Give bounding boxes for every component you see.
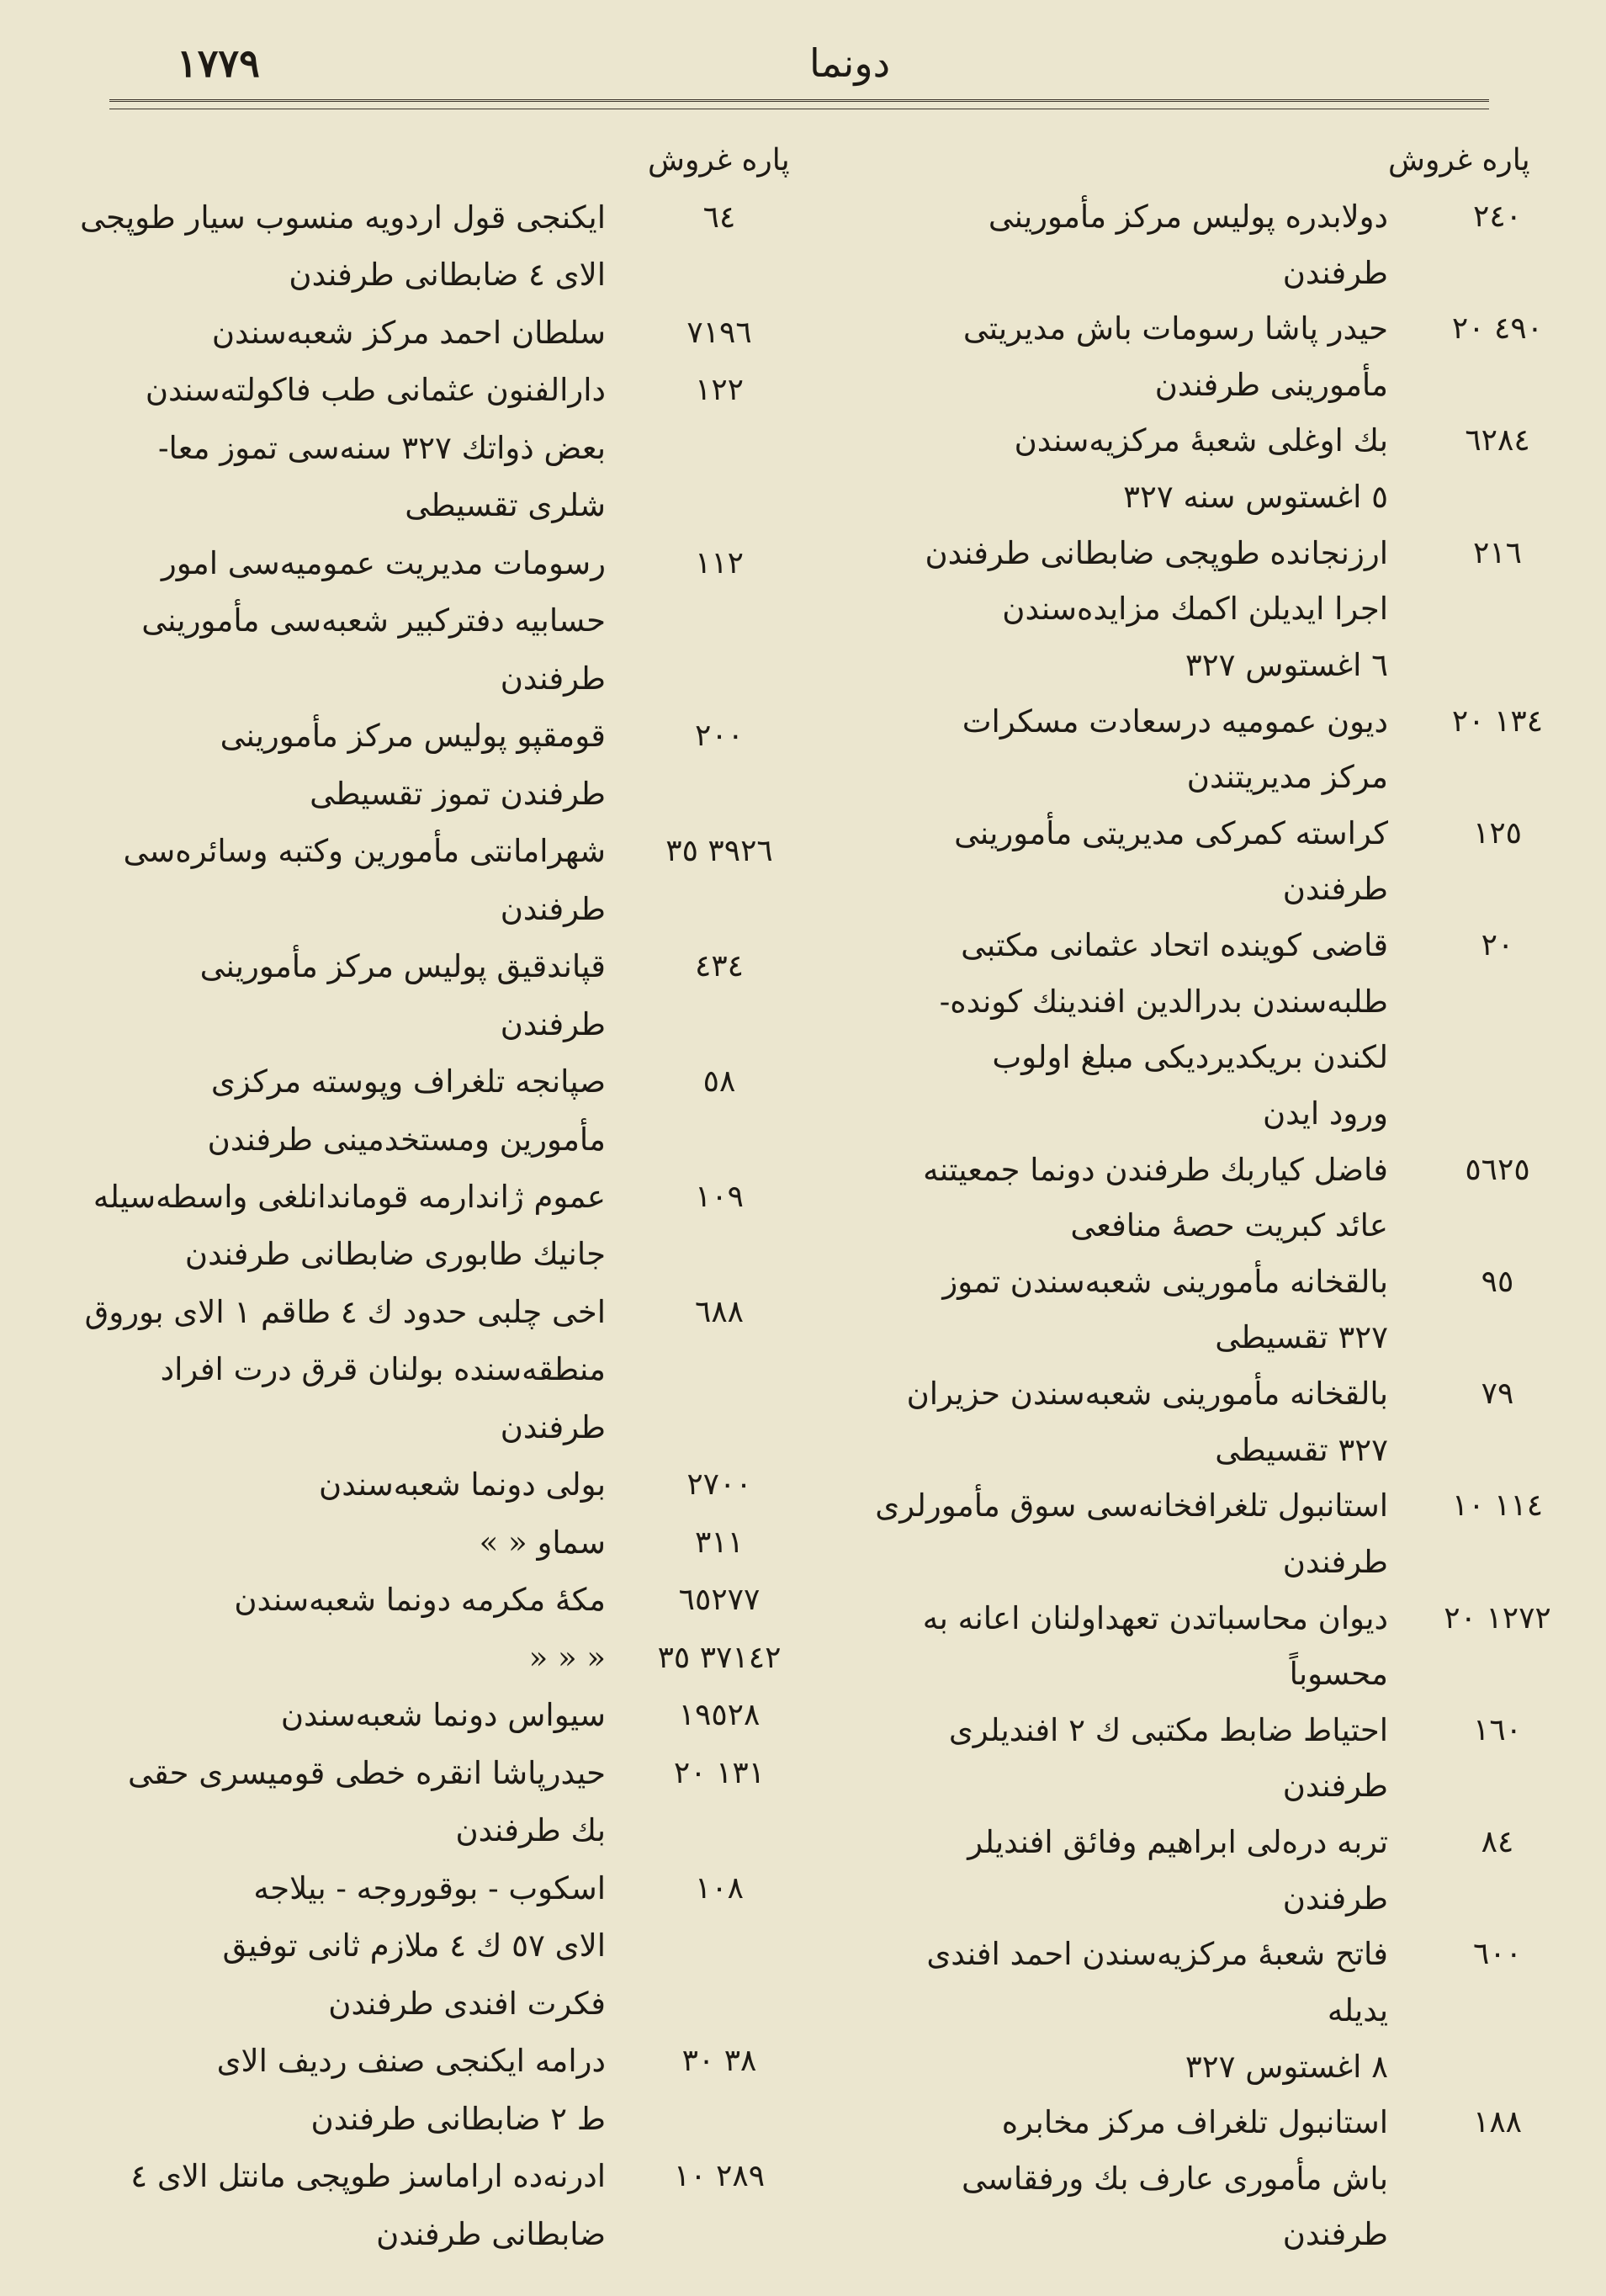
entry-description: [101, 708, 606, 823]
entry-description: [850, 189, 1388, 301]
entry-description: [93, 1169, 606, 1284]
entry-description: [101, 1687, 606, 1744]
entry-description: [850, 301, 1388, 413]
entry-line: درامه ایکنجی صنف ردیف الای: [216, 2043, 606, 2080]
entry-description: [101, 362, 606, 534]
ledger-entry: [93, 1053, 816, 1169]
entry-amount: ٤٩٠ ٢٠: [1451, 311, 1544, 347]
entry-amount: ٤٣٤: [694, 949, 744, 984]
entry-amount: ١١٢: [694, 545, 744, 581]
entry-line: حیدر پاشا رسومات باش مدیریتی: [962, 310, 1388, 347]
entry-amount: ١٢٧٢ ٢٠: [1444, 1600, 1551, 1636]
entry-line: طرفندن: [1282, 2216, 1388, 2253]
entry-line: حیدرپاشا انقره خطی قومیسری حقی: [128, 1754, 606, 1791]
entry-line: منطقه‌سنده بولنان قرق درت افراد: [160, 1351, 606, 1388]
entry-line: دیوان محاسباتدن تعهداولنان اعانه به: [922, 1599, 1388, 1636]
entry-line: فاتح شعبهٔ مرکزیه‌سندن احمد افندی: [926, 1936, 1388, 1973]
ledger-entry: [93, 1687, 816, 1744]
entry-line: دارالفنون عثمانی طب فاکولته‌سندن: [145, 372, 606, 409]
entry-line: دولابدره پولیس مرکز مأمورینی: [988, 199, 1388, 235]
entry-description: [850, 918, 1388, 1143]
ledger-entry: [850, 694, 1582, 806]
entry-amount: ٢١٦: [1472, 535, 1522, 570]
entry-line: طرفندن: [1282, 871, 1388, 908]
entry-description: [101, 938, 606, 1053]
entry-line: حسابیه دفترکبیر شعبه‌سی مأمورینی: [141, 602, 606, 639]
entry-line: طرفندن: [500, 660, 606, 697]
entry-description: [850, 1478, 1388, 1590]
entry-line: طرفندن تموز تقسیطی: [310, 775, 606, 812]
entry-line: لکندن بریکدیردیکی مبلغ اولوب: [992, 1039, 1388, 1076]
entry-amount: ١٠٩: [694, 1180, 744, 1215]
entry-line: ٦ اغستوس ٣٢٧: [1185, 646, 1388, 683]
page-title: دونما: [808, 40, 891, 86]
entry-line: ورود ایدن: [1262, 1095, 1388, 1132]
ledger-entry: [93, 1169, 816, 1284]
ledger-entry: [850, 1703, 1582, 1815]
page-number: ١٧٧٩: [177, 40, 260, 86]
entry-line: رسومات مدیریت عمومیه‌سی امور: [161, 544, 606, 581]
entry-line: طرفندن: [500, 1408, 606, 1445]
entry-description: [101, 1745, 606, 1860]
entry-line: ارزنجانده طوپجی ضابطانی طرفندن: [925, 534, 1388, 571]
entry-amount: ٦٠٠: [1472, 1937, 1522, 1972]
entry-line: کراسته کمرکی مدیریتی مأمورینی: [954, 814, 1388, 851]
entry-line: طرفندن: [1282, 1543, 1388, 1580]
entry-line: مأمورین ومستخدمینی طرفندن: [207, 1121, 606, 1158]
ledger-entry: [850, 1254, 1582, 1366]
entry-line: ٣٢٧ تقسیطی: [1215, 1431, 1388, 1468]
ledger-entry: [93, 823, 816, 938]
ledger-entry: [850, 806, 1582, 918]
entry-description: [101, 535, 606, 708]
entry-description: [101, 823, 606, 938]
entry-amount: ٥٨: [702, 1064, 736, 1100]
entry-line: ٣٢٧ تقسیطی: [1215, 1319, 1388, 1356]
entry-description: [850, 1927, 1388, 2095]
entry-amount: ١٠٨: [694, 1870, 744, 1906]
entry-line: باش مأموری عارف بك ورفقاسی: [962, 2160, 1388, 2197]
entry-description: [850, 1366, 1388, 1478]
ledger-entry: [93, 362, 816, 534]
entry-description: [80, 189, 606, 305]
ledger-entry: [93, 938, 816, 1053]
entry-amount: ٣٧١٤٢ ٣٥: [657, 1640, 782, 1675]
ledger-entry: [93, 1745, 816, 1860]
ledger-entry: [93, 2148, 816, 2263]
entry-amount: ٢٨٩ ١٠: [673, 2159, 766, 2194]
entry-line: شهرامانتی مأمورین وکتبه وسائره‌سی: [123, 833, 606, 870]
ledger-entry: [850, 413, 1582, 525]
entry-line: ٨ اغستوس ٣٢٧: [1185, 2048, 1388, 2085]
entry-description: [101, 2148, 606, 2263]
entry-line: قومقپو پولیس مرکز مأمورینی: [220, 718, 606, 755]
entry-line: بالقخانه مأمورینی شعبه‌سندن حزیران: [906, 1376, 1388, 1413]
entry-description: [101, 1456, 606, 1514]
entry-amount: ٧١٩٦: [686, 315, 752, 350]
entry-description: [84, 1284, 606, 1456]
entry-line: طلبه‌سندن بدرالدین افندینك کونده-: [939, 983, 1388, 1020]
entry-line: مأمورینی طرفندن: [1154, 366, 1388, 403]
entry-description: [850, 2095, 1388, 2263]
entry-line: محسوباً: [1289, 1656, 1388, 1693]
entry-line: قپاندقیق پولیس مرکز مأمورینی: [199, 948, 606, 985]
ledger-entry: [93, 305, 816, 362]
entry-description: [850, 1254, 1388, 1366]
ledger-entry: [93, 535, 816, 708]
entry-line: سلطان احمد مرکز شعبه‌سندن: [211, 314, 606, 351]
entry-description: [850, 526, 1388, 694]
entry-amount: ٧٩: [1481, 1376, 1514, 1412]
ledger-entry: [80, 189, 816, 305]
ledger-entry: [850, 526, 1582, 694]
entry-line: فکرت افندی طرفندن: [328, 1985, 606, 2022]
entry-description: [850, 1143, 1388, 1254]
entry-line: « « «: [528, 1639, 606, 1676]
entry-line: بك اوغلی شعبهٔ مرکزیه‌سندن: [1014, 422, 1388, 459]
entry-line: یدیله: [1327, 1991, 1388, 2028]
entry-amount: ١٣١ ٢٠: [673, 1755, 766, 1790]
entry-amount: ١٩٥٢٨: [678, 1698, 761, 1733]
entry-description: [850, 694, 1388, 806]
entry-line: ادرنه‌ده اراماسز طوپجی مانتل الای ٤: [130, 2158, 606, 2195]
entry-amount: ١٦٠: [1472, 1712, 1522, 1747]
ledger-entry: [93, 1456, 816, 1514]
ledger-entry: [93, 1572, 816, 1629]
entry-line: ٥ اغستوس سنه ٣٢٧: [1123, 479, 1388, 516]
entry-line: دیون عمومیه درسعادت مسکرات: [962, 703, 1388, 740]
entry-line: احتیاط ضابط مکتبی ك ٢ افندیلری: [948, 1711, 1388, 1748]
ledger-entry: [850, 1591, 1582, 1703]
entry-line: الای ٤ ضابطانی طرفندن: [289, 257, 606, 294]
entry-amount: ١١٤ ١٠: [1451, 1488, 1544, 1524]
entry-amount: ٣١١: [694, 1524, 744, 1560]
entry-amount: ١٢٥: [1472, 815, 1522, 851]
entry-amount: ٣٨ ٣٠: [681, 2044, 757, 2079]
entry-description: [850, 806, 1388, 918]
entry-line: فاضل کیاربك طرفندن دونما جمعیتنه: [923, 1151, 1388, 1188]
entry-line: بالقخانه مأمورینی شعبه‌سندن تموز: [942, 1263, 1388, 1300]
entry-description: [101, 2033, 606, 2148]
entry-description: [101, 1572, 606, 1629]
entry-line: طرفندن: [500, 1005, 606, 1042]
entry-amount: ١٣٤ ٢٠: [1451, 703, 1544, 739]
entry-amount: ٦٨٨: [694, 1294, 744, 1329]
entry-description: [850, 1703, 1388, 1815]
entry-line: بك طرفندن: [455, 1812, 606, 1849]
entry-line: بولی دونما شعبه‌سندن: [319, 1466, 606, 1503]
entry-line: سیواس دونما شعبه‌سندن: [280, 1697, 606, 1734]
ledger-entry: [84, 1284, 816, 1456]
entry-amount: ٩٥: [1481, 1264, 1514, 1299]
entry-line: عموم ژاندارمه قوماندانلغی واسطه‌سیله: [93, 1179, 606, 1216]
entry-line: جانیك طابوری ضابطانی طرفندن: [184, 1236, 606, 1273]
entry-amount: ٦٥٢٧٧: [678, 1583, 761, 1618]
entry-amount: ٢٧٠٠: [686, 1467, 752, 1503]
entry-description: [850, 413, 1388, 525]
entry-description: [101, 1514, 606, 1572]
entry-description: [101, 1860, 606, 2033]
entry-line: استانبول تلغرافخانه‌سی سوق مأمورلری: [875, 1487, 1388, 1524]
entry-line: طرفندن: [1282, 1768, 1388, 1805]
entry-amount: ٦٢٨٤: [1465, 423, 1530, 459]
entry-line: ایکنجی قول اردویه منسوب سیار طوپجی: [80, 199, 606, 236]
ledger-entry: [93, 2033, 816, 2148]
ledger-entry: [850, 1927, 1582, 2095]
entry-amount: ٢٤٠: [1472, 199, 1522, 234]
entry-line: طرفندن: [1282, 254, 1388, 291]
entry-line: مکهٔ مکرمه دونما شعبه‌سندن: [234, 1582, 606, 1619]
entry-line: اخی چلبی حدود ك ٤ طاقم ١ الاى بوروق: [84, 1293, 606, 1330]
entry-line: الای ٥٧ ك ٤ ملازم ثانی توفیق: [222, 1927, 606, 1965]
entry-amount: ٨٤: [1481, 1825, 1514, 1860]
ledger-entry: [850, 2095, 1582, 2263]
entry-amount: ١٢٢: [694, 373, 744, 408]
ledger-entry: [850, 301, 1582, 413]
entry-line: اجرا ایدیلن اکمك مزایده‌سندن: [1002, 591, 1388, 628]
entry-line: اسکوب - بوقوروجه - بیلاجه: [253, 1869, 606, 1906]
ledger-entry: [850, 1478, 1582, 1590]
entry-amount: ٥٦٢٥: [1465, 1152, 1530, 1187]
entry-amount: ٢٠٠: [694, 718, 744, 754]
entry-description: [850, 1815, 1388, 1927]
right-column-header: پاره غروش: [1388, 143, 1530, 178]
ledger-entry: [93, 708, 816, 823]
entry-line: استانبول تلغراف مرکز مخابره: [1001, 2104, 1388, 2141]
entry-line: ضابطانی طرفندن: [376, 2215, 606, 2252]
entry-amount: ٦٤: [702, 200, 736, 235]
header-rule: [109, 99, 1489, 109]
ledger-entry: [850, 189, 1582, 301]
entry-line: ط ٢ ضابطانی طرفندن: [310, 2100, 606, 2137]
entry-line: بعض ذواتك ٣٢٧ سنه‌سی تموز معا-: [158, 429, 606, 466]
entry-line: شلری تقسیطی: [405, 487, 606, 524]
entry-description: [850, 1591, 1388, 1703]
entry-description: [101, 1053, 606, 1169]
entry-line: مرکز مدیریتندن: [1186, 759, 1388, 796]
entry-amount: ٣٩٢٦ ٣٥: [665, 834, 773, 869]
ledger-entry: [850, 1366, 1582, 1478]
ledger-entry: [850, 1815, 1582, 1927]
entry-line: سماو « »: [479, 1524, 606, 1561]
entry-line: عائد کبریت حصهٔ منافعی: [1070, 1207, 1388, 1244]
entry-line: قاضی کوینده اتحاد عثمانی مکتبی: [961, 927, 1388, 964]
ledger-entry: [850, 1143, 1582, 1254]
entry-amount: ١٨٨: [1472, 2105, 1522, 2140]
entry-description: [101, 1630, 606, 1687]
entry-description: [101, 305, 606, 362]
ledger-entry: [93, 1630, 816, 1687]
entry-amount: ٢٠: [1481, 928, 1514, 963]
ledger-entry: [850, 918, 1582, 1142]
entry-line: صپانجه تلغراف وپوسته مرکزی: [210, 1063, 606, 1100]
ledger-entry: [93, 1860, 816, 2033]
left-column-header: پاره غروش: [648, 143, 790, 178]
ledger-entry: [93, 1514, 816, 1572]
entry-line: تربه دره‌لی ابراهیم وفائق افندیلر: [967, 1824, 1388, 1861]
entry-line: طرفندن: [1282, 1880, 1388, 1917]
entry-line: طرفندن: [500, 890, 606, 927]
